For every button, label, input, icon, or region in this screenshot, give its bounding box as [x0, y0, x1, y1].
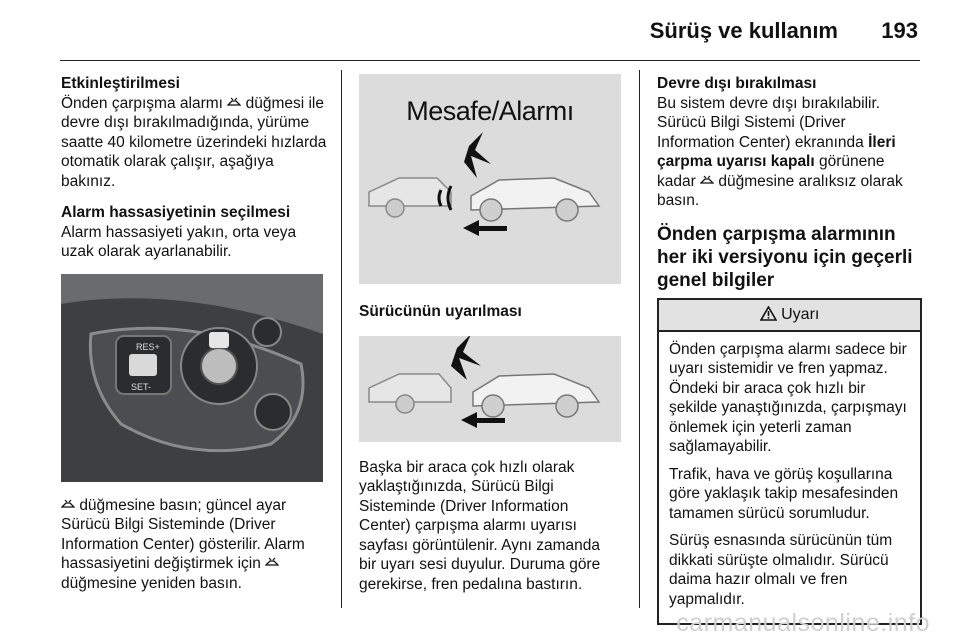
warning-box-header — [659, 300, 920, 332]
activation-heading: Etkinleştirilmesi — [61, 75, 180, 92]
deactivation-section — [657, 74, 922, 211]
collision-alarm-icon — [61, 498, 75, 512]
arrow-left-icon — [463, 220, 479, 236]
deactivation-text-end: düğmesine aralıksız olarak basın. — [657, 172, 903, 209]
driver-warning-image — [359, 336, 621, 442]
set-label: SET- — [131, 381, 152, 392]
button-instruction-end: düğmesine yeniden basın. — [61, 574, 242, 592]
left-column — [61, 74, 329, 605]
general-info-heading: Önden çarpışma alarmının her iki versiyonu için geçerli genel bilgiler — [657, 223, 913, 291]
warning-triangle-icon — [760, 306, 777, 321]
middle-column — [359, 74, 621, 606]
warning-paragraph: Sürüş esnasında sürücünün tüm dikkati sürüşte olmalıdır. Sürücü daima hazır olmalı ve fren yapmalıdır. — [669, 532, 893, 608]
header-title: Sürüş ve kullanım — [649, 18, 838, 43]
collision-scene-2 — [359, 336, 621, 442]
collision-alarm-icon — [700, 174, 714, 188]
header-rule — [60, 60, 920, 61]
warning-box-body — [659, 332, 920, 624]
collision-scene-1 — [359, 74, 621, 284]
deactivation-heading: Devre dışı bırakılması — [657, 75, 817, 92]
warning-title: Uyarı — [781, 305, 820, 323]
button-instruction-start: düğmesine basın; güncel ayar Sürücü Bilgi Sisteminde (Driver Information Center) gösterilir. Alarm hassasiyetini değiştirmek için — [61, 496, 305, 572]
deactivation-text-middle: görünene kadar — [657, 153, 885, 190]
collision-alarm-icon — [227, 96, 241, 110]
sensitivity-text: Alarm hassasiyeti yakın, orta veya uzak olarak ayarlanabilir. — [61, 223, 297, 260]
column-divider-right — [639, 70, 640, 608]
warning-box — [657, 298, 922, 626]
deactivation-text-start: Bu sistem devre dışı bırakılabilir. Sürücü Bilgi Sistemi (Driver Information Center) ekranında — [657, 94, 881, 151]
watermark: carmanualsonline.info — [676, 609, 930, 637]
warning-caption: Sürücünün uyarılması — [359, 303, 522, 320]
arrow-left-icon — [461, 412, 477, 428]
collision-star-icon — [451, 336, 481, 380]
activation-section — [61, 74, 329, 191]
res-label: RES+ — [136, 341, 160, 352]
steering-wheel-illustration — [61, 274, 323, 482]
button-instruction — [61, 496, 329, 594]
activation-text-end: düğmesi ile devre dışı bırakılmadığında, yürüme saatte 40 kilometre üzerindeki hızlarda otomatik olarak çalışır, aşağıya bakınız. — [61, 94, 327, 190]
collision-star-icon — [464, 132, 491, 178]
column-divider-left — [341, 70, 342, 608]
warning-paragraph: Önden çarpışma alarmı sadece bir uyarı sistemidir ve fren yapmaz. Öndeki bir araca çok hızlı bir şekilde yanaştığınızda, çarpışmayı önlemek için yeterli zaman sağlamayabilir. — [669, 340, 907, 455]
right-column — [657, 74, 922, 625]
distance-alarm-display — [359, 74, 621, 284]
display-title: Mesafe/Alarmı — [406, 96, 574, 126]
sensitivity-section — [61, 203, 329, 262]
page-number: 193 — [881, 18, 918, 43]
activation-text-start: Önden çarpışma alarmı — [61, 94, 223, 112]
sensitivity-heading: Alarm hassasiyetinin seçilmesi — [61, 204, 291, 221]
warning-text: Başka bir araca çok hızlı olarak yaklaştığınızda, Sürücü Bilgi Sisteminde (Driver Information Center) çarpışma alarmı uyarısı sayfası görüntülenir. Aynı zamanda bir uyarı sesi duyulur. Duruma göre gerekirse, fren pedalına bastırın. — [359, 458, 601, 593]
deactivation-display-message: İleri çarpma uyarısı kapalı — [657, 133, 896, 170]
collision-alarm-icon — [265, 556, 279, 570]
steering-wheel-image — [61, 274, 323, 482]
warning-paragraph: Trafik, hava ve görüş koşullarına göre yaklaşık takip mesafesinden tamamen sürücü sorumludur. — [669, 465, 899, 522]
